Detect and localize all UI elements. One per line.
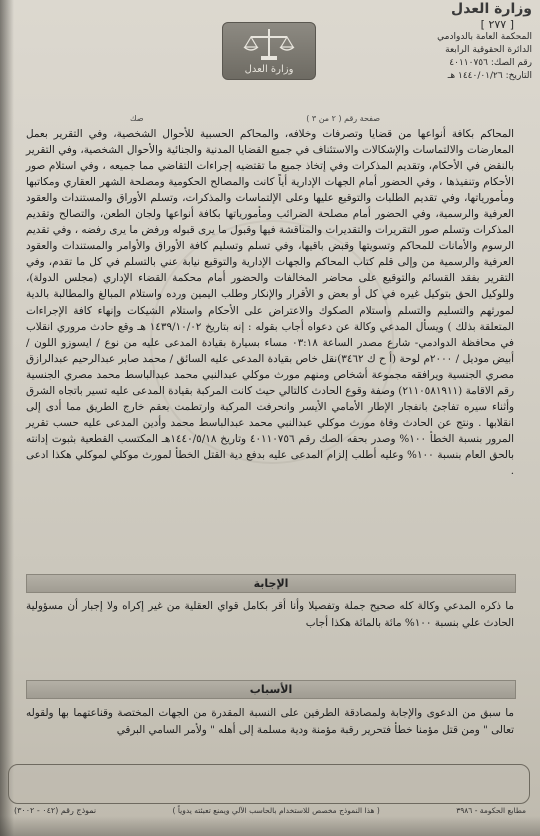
reasons-heading: الأسباب	[26, 680, 516, 699]
ministry-logo	[222, 22, 316, 80]
document-type: صك	[130, 114, 144, 123]
document-number: [ ٢٧٧ ]	[480, 18, 514, 31]
answer-text: ما ذكره المدعي وكالة كله صحيح جملة وتفصيلا وأنا أقر بكامل قواي العقلية من غير إكراه ولا إجبار أن مسؤولية الحادث علي بنسبة ١٠٠% مائة بالمائة هكذا أجاب	[26, 600, 514, 629]
bottom-frame	[8, 764, 530, 804]
page-number: صفحة رقم ( ٢ من ٣ )	[306, 114, 380, 123]
deed-number: رقم الصك: ٤٠١١٠٧٥٦	[449, 58, 532, 68]
logo-text: وزارة العدل	[244, 64, 294, 75]
reasons-text: ما سبق من الدعوى والإجابة ولمصادقة الطرفين على النسبة المقدرة من الجهات المختصة وقناعتهما بها ولقوله تعالى " ومن قتل مؤمنا خطأ فتحرير رقبة مؤمنة ودية مسلمة إلى أهله " ولأمر السامي البرقي	[26, 707, 514, 736]
footer-model: نموذج رقم (٠٤٢ - ٣٠٠٢)	[14, 806, 97, 815]
footer-note: ( هذا النموذج مخصص للاستخدام بالحاسب الآلي ويمنع تعبئته يدوياً )	[172, 806, 380, 815]
circuit-name: الدائرة الحقوقية الرابعة	[445, 45, 532, 55]
ministry-name: وزارة العدل	[451, 1, 532, 17]
footer-press: مطابع الحكومة - ٣٩٨٦	[456, 806, 526, 815]
document-header	[382, 0, 532, 83]
claim-body: المحاكم بكافة أنواعها من قضايا وتصرفات وخلافه، والمحاكم الحسبية للأحوال الشخصية، وفي التقرير بعمل المعارضات والالتماسات والإشكالات والاستئناف في جميع القضايا المدنية والجنائية والأحوال الشخصية، وفي التقرير بالنقض في الأحكام، وتقديم المذكرات وفي إتخاذ جميع ما تقتضيه إجراءات التقاضي مما جميعه ، وفي استلام صور الأحكام وتنفيذها ، وفي الحضور أمام الجهات الإدارية أياً كانت والمصالح الحكومية ومصلحة الشهر العقاري ومكاتبها ومأمورياتها، وفي تقديم الطلبات والتوقيع عليها وعلى الإلتماسات والمذكرات، وتسلم الأوراق والمستندات والعقود العرفية والرسمية، وفي الحضور أمام مصلحة الضرائب ومأمورياتها بكافة أنواعها ولجان الطعن، والتصالح وتقديم المذكرات وتسلم صور التقريرات والتقديرات والمناقشة فيها وقبول ما يرى قبوله ورفض ما يرى رفضه ، وفي تقديم الرسوم والأمانات للمحاكم وتسويتها وقبض باقيها، وفي تسلم وتسليم كافة الأوراق والأوامر والمستندات والعقود العرفية والرسمية من وإلى قلم كتاب المحاكم والجهات الإدارية والتوقيع نيابة عني بالتسلم في كل ما تقدم، وفي التقرير بفقد القسائم والتوقيع على محاضر المخالفات والحضور أمام محكمة القضاء الإداري (مجلس الدولة)، وللوكيل الحق بتوكيل غيره في كل أو بعض و الأقرار والإنكار وطلب اليمين ورده واستلام المبالغ والمطالبة بالدية لمورثهم والتسليم والتسلم واستلام الصكوك والاعتراض على الأحكام واستلام الشيكات وإنهاء كافة الإجراءات المتعلقة بذلك ) ويسأل المدعي وكالة عن دعواه أجاب بقوله : إنه بتاريخ ١٤٣٩/١٠/٠٢ هـ وقع حادث مروري انقلاب في محافظة الدوادمي- شارع مصدر الساعة ٠٣:١٨ مساء بسيارة بقيادة المدعى عليه من نوع / ايسوزو اللون / أبيض موديل / ٢٠٠٠م لوحة (أ ح ك ٣٤٦٢)نقل خاص بقيادة المدعى عليه السائق / محمد صابر عبدالرحيم عبدالرازق مصري الجنسية ويرافقه مجموعة أشخاص ومنهم مورث موكلي عبدالنبي محمد عبدالباسط محمد مصري الجنسية رقم الاقامة (٢١١٠٥٨١٩١١) وصفة وقوع الحادث كالتالي حيث كانت المركبة بقيادة المدعى عليه تسير باتجاه الشرق وأثناء سيره تفاجئ بانفجار الإطار الأمامي الأيسر وانحرفت المركبة وارتطمت بعقم خارج الطريق مما أدى إلى انقلابها . ونتج عن الحادث وفاة مورث موكلي عبدالنبي محمد عبدالباسط محمد وأدين المدعى عليه حسب تقرير المرور بنسبة الخطأ ١٠٠% وصدر بحقه الصك رقم ٤٠١١٠٧٥٦ وتاريخ ١٤٤٠/٥/١٨هـ المكتسب القطعية بثبوت إدانته بالحق العام بنسبة ١٠٠% وعليه أطلب إلزام المدعى عليه بدفع دية القتل الخطأ لمورث موكلي لموكلي هكذا ادعى .	[26, 128, 515, 477]
page-shadow	[0, 0, 14, 836]
page-shadow-bottom	[0, 816, 540, 836]
page-footer	[14, 806, 526, 815]
answer-heading: الإجابة	[26, 574, 516, 593]
page-info	[130, 114, 380, 123]
deed-date: التاريخ: ١٤٤٠/٠١/٢٦ هـ	[447, 71, 532, 81]
court-name: المحكمة العامة بالدوادمي	[437, 32, 532, 42]
